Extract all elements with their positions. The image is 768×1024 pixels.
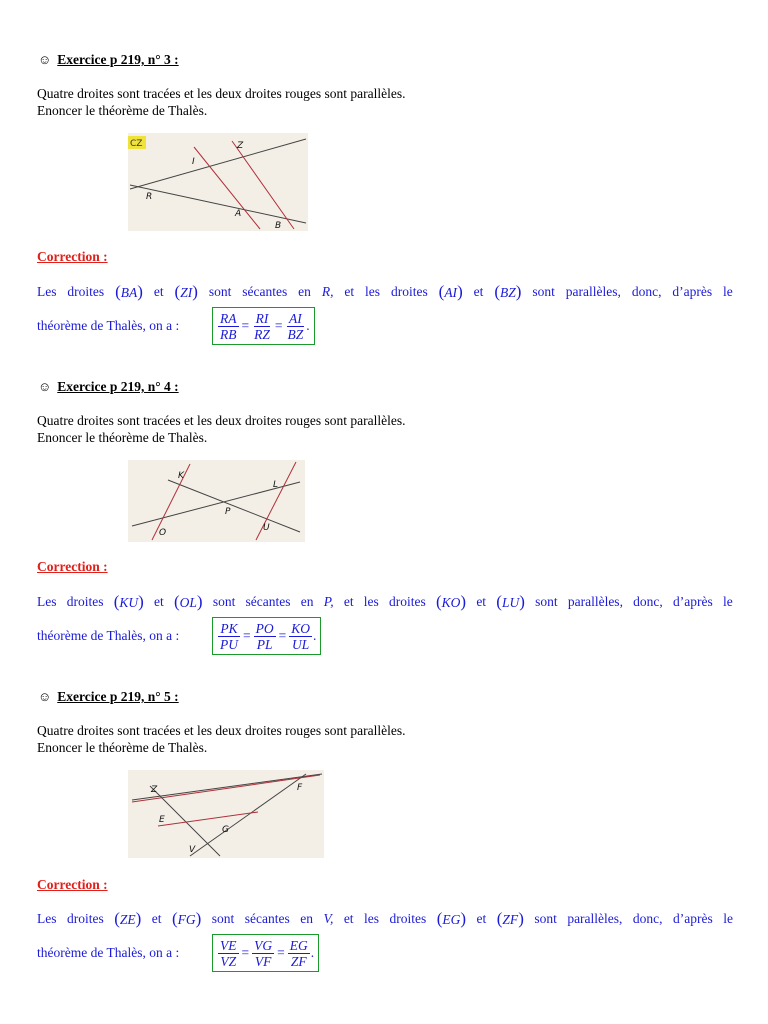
- correction-label: Correction :: [37, 877, 108, 892]
- word: en: [300, 594, 314, 609]
- fraction: $\frac{AI}{BZ}$: [287, 310, 304, 342]
- point-name: P,: [323, 594, 334, 609]
- word: parallèles,: [567, 911, 623, 926]
- label-l: L: [273, 480, 279, 490]
- sentence-line2: théorème de Thalès, on a :: [37, 945, 180, 960]
- label-u: U: [263, 523, 270, 533]
- word: droites: [390, 284, 428, 299]
- period: .: [313, 628, 317, 643]
- thales-equation-box: $\frac{PK}{PU}$ = $\frac{PO}{PL}$ = $\frac{KO}{UL}$ .: [212, 617, 321, 655]
- sentence-line2: théorème de Thalès, on a :: [37, 318, 180, 333]
- fraction: $\frac{VG}{VF}$: [254, 937, 273, 969]
- word: donc,: [632, 911, 663, 926]
- heading-text: Exercice p 219, n° 5 :: [57, 689, 179, 704]
- exercise-3-statement: [37, 85, 406, 119]
- word: droites: [389, 911, 427, 926]
- line-name: (KU): [113, 592, 144, 611]
- word: parallèles,: [567, 594, 623, 609]
- word: et: [476, 911, 487, 926]
- exercise-3-heading: [38, 52, 179, 68]
- line-ai-red: [194, 147, 260, 229]
- word: sont: [534, 911, 557, 926]
- period: .: [310, 945, 315, 960]
- label-z: Z: [151, 785, 158, 795]
- label-k: K: [178, 471, 184, 481]
- label-f: F: [297, 783, 303, 793]
- word: sécantes: [244, 911, 290, 926]
- exercise-4-correction: [37, 592, 733, 658]
- label-g: G: [222, 825, 229, 835]
- word: en: [298, 284, 311, 299]
- word: sont: [212, 594, 236, 609]
- word: et: [154, 594, 164, 609]
- fraction: $\frac{EG}{ZF}$: [289, 937, 308, 969]
- fraction: $\frac{VE}{VZ}$: [220, 937, 237, 969]
- label-z: Z: [237, 141, 244, 151]
- label-r: R: [146, 192, 153, 202]
- word: sécantes: [242, 284, 288, 299]
- sentence-line2: théorème de Thalès, on a :: [37, 628, 180, 643]
- word: droites: [66, 594, 104, 609]
- word: le: [722, 594, 733, 609]
- period: .: [306, 318, 310, 333]
- statement-line: Quatre droites sont tracées et les deux droites rouges sont parallèles.: [37, 723, 406, 738]
- line-name: (ZE): [114, 909, 142, 928]
- line-ku: [168, 480, 300, 532]
- correction-label: Correction :: [37, 249, 108, 264]
- exercise-3-correction: [37, 282, 733, 348]
- smiley-icon: ☺: [38, 379, 52, 394]
- line-name: (KO): [435, 592, 467, 611]
- word: et: [153, 284, 164, 299]
- sentence-line1: [37, 592, 733, 612]
- word: donc,: [631, 284, 662, 299]
- statement-line: Quatre droites sont tracées et les deux droites rouges sont parallèles.: [37, 413, 406, 428]
- word: Les: [37, 911, 57, 926]
- statement-line: Enoncer le théorème de Thalès.: [37, 103, 208, 118]
- statement-line: Enoncer le théorème de Thalès.: [37, 430, 208, 445]
- exercise-5-correction: [37, 909, 733, 975]
- exercise-4-statement: [37, 412, 406, 446]
- label-a: A: [235, 209, 242, 219]
- word: parallèles,: [565, 284, 621, 299]
- word: et: [476, 594, 487, 609]
- exercise-3-figure: [128, 133, 308, 231]
- sentence-line1: [37, 282, 733, 302]
- label-v: V: [189, 845, 196, 855]
- label-b: B: [275, 221, 282, 231]
- correction-label: Correction :: [37, 559, 108, 574]
- line-ri: [130, 139, 306, 189]
- word: et: [473, 284, 484, 299]
- word: d’après: [673, 594, 713, 609]
- exercise-4-figure: [128, 460, 305, 542]
- word: sont: [535, 594, 558, 609]
- word: droites: [66, 911, 104, 926]
- label-p: P: [225, 507, 231, 517]
- figure-tag: CZ: [130, 139, 143, 149]
- fraction: $\frac{RA}{RB}$: [220, 310, 237, 342]
- exercise-4-heading: [38, 379, 179, 395]
- word: droites: [389, 594, 426, 609]
- word: les: [365, 284, 381, 299]
- word: les: [363, 594, 379, 609]
- word: le: [723, 284, 733, 299]
- exercise-5-statement: [37, 722, 406, 756]
- word: Les: [37, 594, 57, 609]
- line-ko-red: [152, 464, 190, 540]
- label-o: O: [159, 528, 167, 538]
- word: d’après: [672, 284, 713, 299]
- word: le: [723, 911, 733, 926]
- fraction: $\frac{PK}{PU}$: [220, 620, 238, 652]
- word: sont: [208, 284, 232, 299]
- line-name: (FG): [171, 909, 202, 928]
- line-name: (EG): [436, 909, 467, 928]
- line-name: (LU): [496, 592, 525, 611]
- word: sont: [211, 911, 235, 926]
- line-name: (AI): [438, 282, 463, 301]
- exercise-5-figure: [128, 770, 324, 858]
- line-name: (BZ): [494, 282, 522, 301]
- line-vf: [190, 774, 306, 856]
- word: et: [151, 911, 162, 926]
- fraction: $\frac{PO}{PL}$: [255, 620, 274, 652]
- statement-line: Quatre droites sont tracées et les deux droites rouges sont parallèles.: [37, 86, 406, 101]
- word: Les: [37, 284, 57, 299]
- word: donc,: [633, 594, 663, 609]
- heading-text: Exercice p 219, n° 3 :: [57, 52, 179, 67]
- word: sont: [532, 284, 555, 299]
- label-e: E: [159, 815, 165, 825]
- line-name: (OL): [173, 592, 203, 611]
- word: en: [300, 911, 313, 926]
- line-bz-red: [232, 141, 294, 229]
- word: d’après: [672, 911, 713, 926]
- thales-equation-box: $\frac{RA}{RB}$ = $\frac{RI}{RZ}$ = $\frac{AI}{BZ}$ .: [212, 307, 315, 345]
- smiley-icon: ☺: [38, 689, 52, 704]
- point-name: V,: [323, 911, 334, 926]
- smiley-icon: ☺: [38, 52, 52, 67]
- thales-equation-box: $\frac{VE}{VZ}$ = $\frac{VG}{VF}$ = $\frac{EG}{ZF}$ .: [212, 934, 319, 972]
- line-name: (ZI): [174, 282, 198, 301]
- word: et: [344, 284, 355, 299]
- exercise-5-heading: [38, 689, 179, 705]
- word: les: [364, 911, 380, 926]
- statement-line: Enoncer le théorème de Thalès.: [37, 740, 208, 755]
- label-i: I: [192, 157, 195, 167]
- word: sécantes: [245, 594, 291, 609]
- fraction: $\frac{KO}{UL}$: [291, 620, 311, 652]
- sentence-line1: [37, 909, 733, 929]
- word: et: [343, 911, 354, 926]
- fraction: $\frac{RI}{RZ}$: [254, 310, 270, 342]
- point-name: R,: [321, 284, 334, 299]
- line-ra: [130, 185, 306, 223]
- word: et: [343, 594, 354, 609]
- line-name: (BA): [115, 282, 143, 301]
- line-name: (ZF): [496, 909, 524, 928]
- line-zf-red: [132, 775, 320, 802]
- word: droites: [67, 284, 105, 299]
- heading-text: Exercice p 219, n° 4 :: [57, 379, 179, 394]
